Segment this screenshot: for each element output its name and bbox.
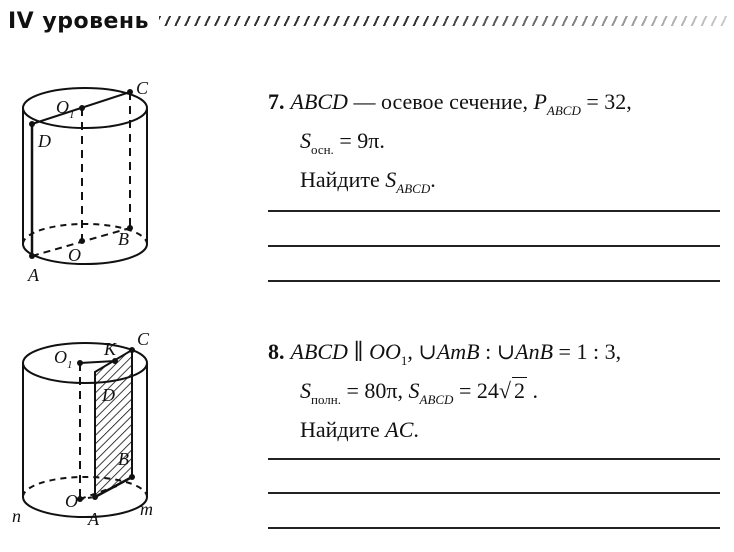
label-m: m	[140, 499, 153, 519]
arc-AnB: ∪AnB	[496, 339, 554, 364]
sqrt-expression: √ 2	[498, 378, 525, 403]
point-A	[29, 253, 35, 259]
sub-abcd-2: ABCD	[396, 181, 431, 196]
label-B: B	[118, 229, 129, 249]
cylinder-figure-2	[10, 325, 170, 547]
text-ratio: = 1 : 3,	[553, 339, 622, 364]
point-D	[29, 121, 35, 127]
point-O	[79, 238, 85, 244]
text-eq-32: = 32,	[580, 89, 632, 114]
point-B	[129, 474, 135, 480]
text-eq-9pi: = 9π.	[333, 128, 385, 153]
var-s: S	[300, 378, 311, 403]
problem-7-line-1	[268, 87, 718, 126]
text-period: .	[430, 167, 436, 192]
label-A: A	[28, 265, 39, 285]
sub-1: 1	[400, 353, 408, 368]
var-s-abcd: S	[408, 378, 420, 403]
text-eq-24: = 24	[453, 378, 499, 403]
answer-line-8-3[interactable]	[268, 527, 720, 529]
point-A	[92, 494, 98, 500]
var-s: S	[300, 128, 311, 153]
sqrt-radicand: 2	[513, 378, 525, 403]
label-O1: O	[54, 347, 67, 367]
point-O1	[79, 105, 85, 111]
segment-abcd: ABCD	[290, 339, 348, 364]
label-C: C	[137, 329, 150, 349]
hatched-section-ABCD	[95, 350, 132, 497]
label-n: n	[12, 506, 21, 526]
sub-osn: осн.	[311, 142, 334, 157]
label-B: B	[118, 449, 129, 469]
arc-AmB: ∪AmB	[418, 339, 480, 364]
label-A: A	[88, 509, 99, 529]
parallel-symbol: ∥	[347, 339, 370, 364]
label-D: D	[102, 385, 115, 405]
answer-line-8-2[interactable]	[268, 492, 720, 494]
var-ac: AC	[385, 417, 414, 442]
text-colon: :	[479, 339, 497, 364]
sub-poln: полн.	[311, 392, 341, 407]
point-C	[127, 89, 133, 95]
answer-line-8-1[interactable]	[268, 458, 720, 460]
sub-abcd: ABCD	[546, 103, 581, 118]
point-C	[129, 347, 135, 353]
problem-7-line-2	[268, 126, 718, 165]
text-comma: ,	[407, 339, 419, 364]
text-find: Найдите	[300, 167, 386, 192]
segment-oo1: OO	[369, 339, 401, 364]
label-O1-sub: 1	[67, 359, 73, 371]
text-find: Найдите	[300, 417, 386, 442]
answer-line-7-2[interactable]	[268, 245, 720, 247]
label-C: C	[136, 78, 149, 98]
label-O: O	[68, 245, 81, 265]
sub-abcd: ABCD	[419, 392, 454, 407]
problem-7	[268, 87, 718, 204]
segment-abcd: ABCD	[290, 89, 348, 114]
problem-8-line-3	[268, 415, 718, 445]
cylinder-figure-1	[10, 78, 160, 292]
level-header	[8, 4, 728, 38]
point-O1	[77, 360, 83, 366]
problem-number: 7.	[268, 89, 285, 114]
text-period: .	[413, 417, 419, 442]
problem-8	[268, 337, 718, 445]
label-O1: O	[56, 97, 69, 117]
bottom-front-arc	[23, 497, 147, 517]
decorative-hatch-strip	[159, 16, 728, 26]
text-eq-80pi: = 80π,	[340, 378, 409, 403]
problem-number: 8.	[268, 339, 285, 364]
text-axial-section: — осевое сечение,	[347, 89, 534, 114]
answer-line-7-3[interactable]	[268, 280, 720, 282]
answer-line-7-1[interactable]	[268, 210, 720, 212]
var-p: P	[533, 89, 547, 114]
var-s-abcd: S	[385, 167, 397, 192]
label-O1-sub: 1	[69, 109, 75, 121]
problem-8-line-1	[268, 337, 718, 376]
problem-7-line-3	[268, 165, 718, 204]
label-D: D	[38, 131, 51, 151]
problem-8-line-2	[268, 376, 718, 415]
level-title: IV уровень	[8, 8, 150, 34]
label-O: O	[65, 491, 78, 511]
text-end: .	[526, 378, 538, 403]
label-K: K	[104, 339, 117, 359]
